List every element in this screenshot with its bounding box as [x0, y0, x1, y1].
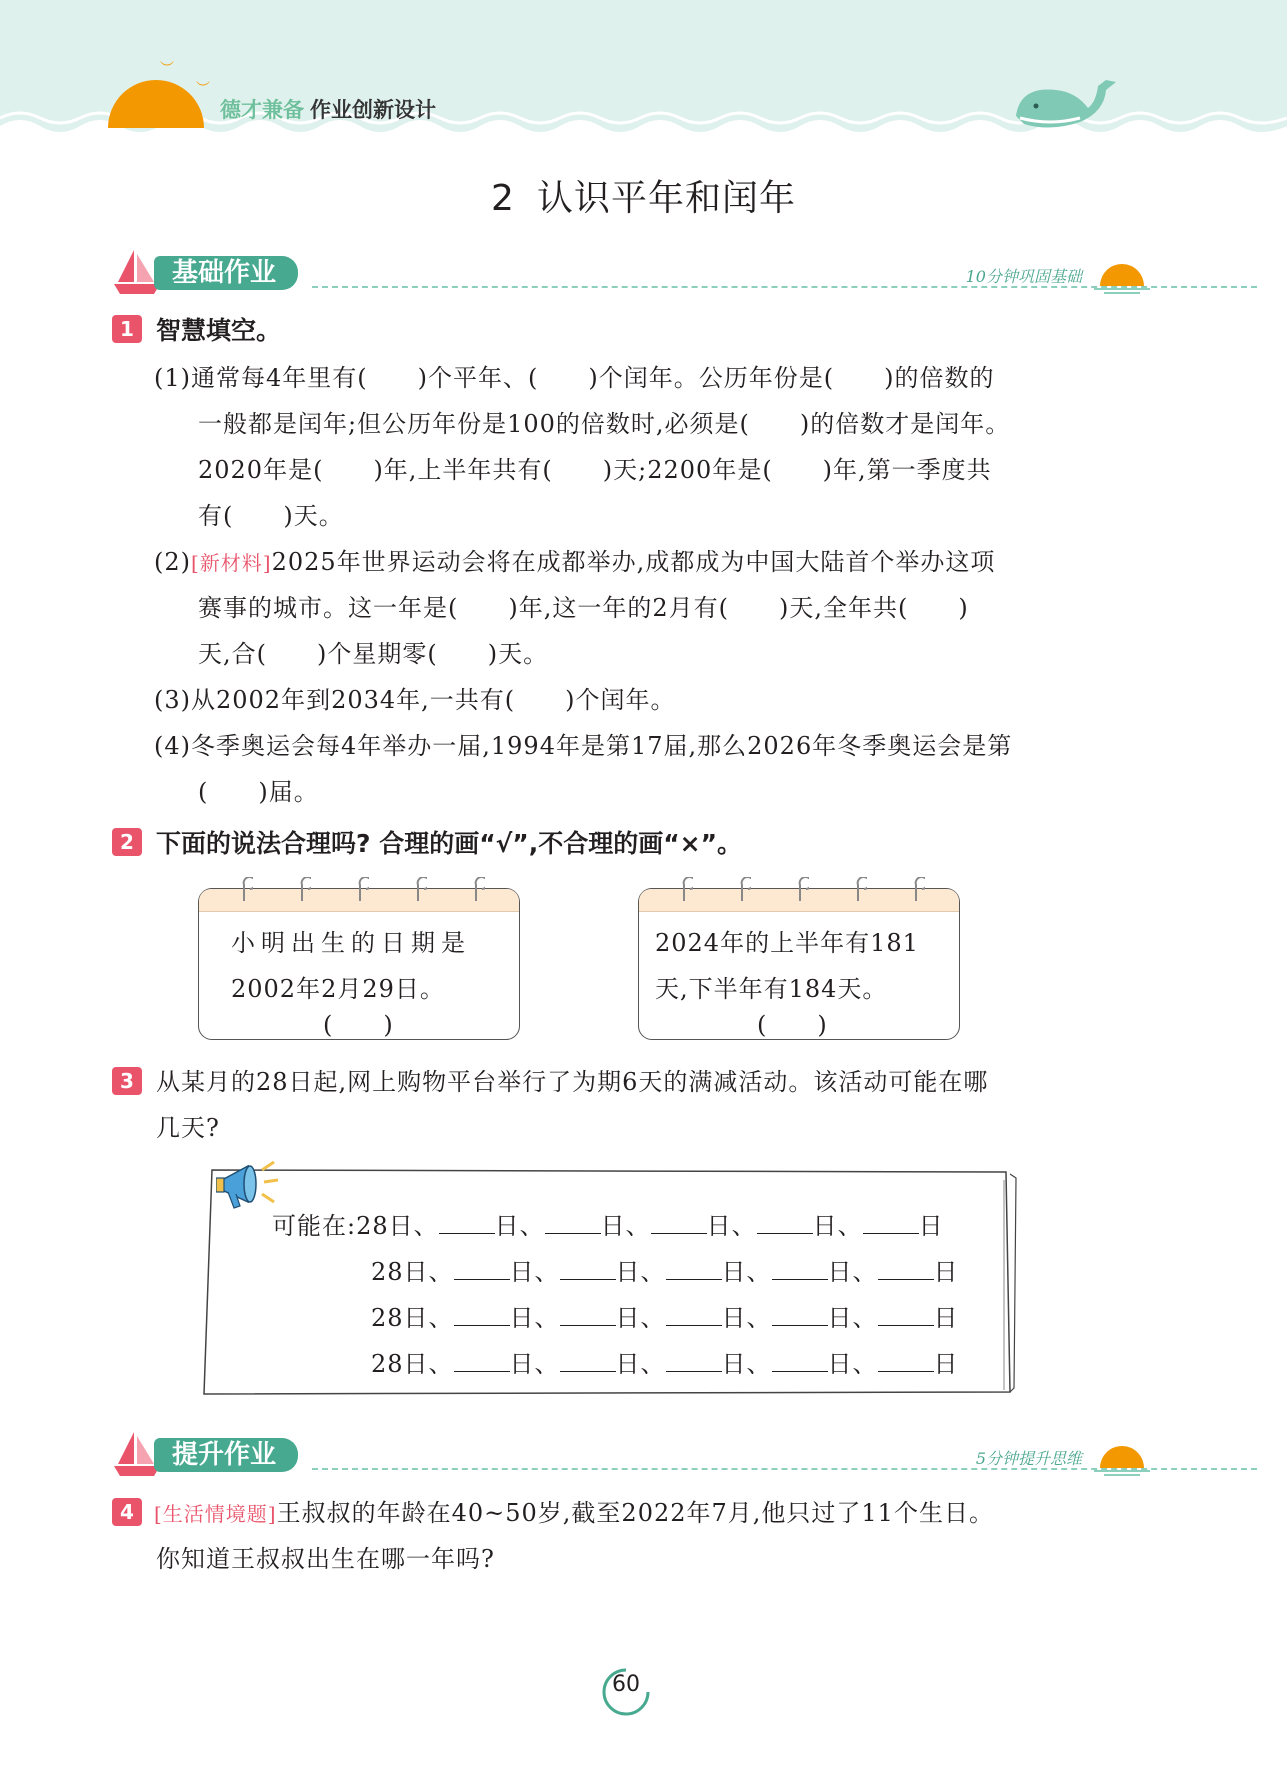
statement-card	[638, 888, 960, 1040]
answer-blank[interactable]: ( )	[323, 1011, 394, 1039]
sunset-icon	[1092, 256, 1152, 296]
sunset-icon	[1092, 1438, 1152, 1478]
answer-blank[interactable]: ( )	[757, 1011, 828, 1039]
q4-line2: 你知道王叔叔出生在哪一年吗?	[156, 1545, 495, 1573]
life-context-tag: [生活情境题]	[154, 1502, 277, 1526]
day-blank[interactable]	[772, 1353, 828, 1372]
question-number: 3	[112, 1067, 142, 1095]
day-blank[interactable]	[560, 1307, 616, 1326]
card1-line2: 2002年2月29日。	[231, 975, 445, 1003]
day-blank[interactable]	[651, 1215, 707, 1234]
start-day: 28日	[371, 1258, 429, 1286]
statement-card	[198, 888, 520, 1040]
q1-part4-line2: ( )届。	[198, 778, 319, 806]
whale-icon	[1010, 72, 1118, 132]
q1-part2-line2: 赛事的城市。这一年是( )年,这一年的2月有( )天,全年共( )	[198, 594, 969, 622]
q3-line2: 几天?	[156, 1114, 220, 1142]
q1-part4-line1: (4)冬季奥运会每4年举办一届,1994年是第17届,那么2026年冬季奥运会是第	[154, 732, 1013, 760]
section-advanced-note: 5分钟提升思维	[975, 1449, 1082, 1468]
day-blank[interactable]	[863, 1215, 919, 1234]
day-blank[interactable]	[878, 1307, 934, 1326]
ring-icon	[791, 877, 809, 903]
card1-line1: 小明出生的日期是	[231, 929, 471, 957]
lesson-title-text: 认识平年和闰年	[536, 178, 796, 219]
q1-part2-prefix: (2)	[154, 548, 191, 576]
q1-part1-line2: 一般都是闰年;但公历年份是100的倍数时,必须是( )的倍数才是闰年。	[198, 410, 1011, 438]
possible-days-row: 可能在:28日、 日、 日、 日、 日、 日	[272, 1212, 944, 1240]
day-blank[interactable]	[454, 1307, 510, 1326]
q1-part1-line4: 有( )天。	[198, 502, 344, 530]
ring-icon	[675, 877, 693, 903]
question-heading: 下面的说法合理吗? 合理的画“√”,不合理的画“×”。	[156, 829, 743, 858]
lesson-number: 2	[491, 178, 515, 219]
q1-part2-line1	[154, 542, 995, 577]
day-blank[interactable]	[666, 1353, 722, 1372]
ring-icon	[351, 877, 369, 903]
day-blank[interactable]	[545, 1215, 601, 1234]
section-basic-header	[112, 246, 1152, 296]
bird-icon: ︶	[196, 81, 210, 97]
ring-icon	[907, 877, 925, 903]
q1-part1-line3: 2020年是( )年,上半年共有( )天;2200年是( )年,第一季度共	[198, 456, 992, 484]
ring-icon	[409, 877, 427, 903]
day-blank[interactable]	[454, 1353, 510, 1372]
possible-days-row: 28日、 日、 日、 日、 日、 日	[371, 1304, 959, 1332]
day-blank[interactable]	[454, 1261, 510, 1280]
day-blank[interactable]	[666, 1307, 722, 1326]
q4-line1	[154, 1493, 994, 1528]
day-blank[interactable]	[878, 1353, 934, 1372]
ring-icon	[235, 877, 253, 903]
q1-part1-line1: (1)通常每4年里有( )个平年、( )个闰年。公历年份是( )的倍数的	[154, 364, 995, 392]
day-blank[interactable]	[772, 1307, 828, 1326]
day-blank[interactable]	[560, 1353, 616, 1372]
ring-icon	[849, 877, 867, 903]
start-day: 28日	[371, 1304, 429, 1332]
day-blank[interactable]	[560, 1261, 616, 1280]
page-number: 60	[612, 1672, 640, 1697]
section-advanced-label: 提升作业	[154, 1438, 298, 1472]
question-number: 4	[112, 1498, 142, 1526]
sun-icon	[106, 70, 206, 130]
day-blank[interactable]	[757, 1215, 813, 1234]
lesson-title	[0, 170, 1287, 221]
q3-line1: 从某月的28日起,网上购物平台举行了为期6天的满减活动。该活动可能在哪	[156, 1068, 989, 1096]
q1-part2-text: 2025年世界运动会将在成都举办,成都成为中国大陆首个举办这项	[271, 548, 996, 576]
question-heading: 智慧填空。	[156, 316, 282, 345]
possible-label: 可能在:	[272, 1212, 357, 1240]
section-advanced-header	[112, 1428, 1152, 1478]
card2-line2: 天,下半年有184天。	[655, 975, 888, 1003]
day-blank[interactable]	[439, 1215, 495, 1234]
ring-icon	[733, 877, 751, 903]
new-material-tag: [新材料]	[191, 551, 272, 575]
day-blank[interactable]	[666, 1261, 722, 1280]
question-number: 2	[112, 828, 142, 856]
section-basic-label: 基础作业	[154, 256, 298, 290]
start-day: 28日	[371, 1350, 429, 1378]
start-day: 28日	[356, 1212, 414, 1240]
bird-icon: ︶	[160, 61, 174, 77]
possible-days-row: 28日、 日、 日、 日、 日、 日	[371, 1350, 959, 1378]
series-name-b: 作业创新设计	[310, 98, 436, 122]
ring-icon	[293, 877, 311, 903]
page-header	[0, 0, 1287, 150]
q1-part2-line3: 天,合( )个星期零( )天。	[198, 640, 549, 668]
possible-days-row: 28日、 日、 日、 日、 日、 日	[371, 1258, 959, 1286]
q4-text: 王叔叔的年龄在40~50岁,截至2022年7月,他只过了11个生日。	[276, 1499, 994, 1527]
series-title	[220, 94, 436, 124]
series-name-a: 德才兼备	[220, 98, 304, 122]
day-blank[interactable]	[772, 1261, 828, 1280]
q1-part3: (3)从2002年到2034年,一共有( )个闰年。	[154, 686, 676, 714]
card2-line1: 2024年的上半年有181	[655, 929, 919, 957]
question-number: 1	[112, 315, 142, 343]
day-blank[interactable]	[878, 1261, 934, 1280]
ring-icon	[467, 877, 485, 903]
section-basic-note: 10分钟巩固基础	[965, 267, 1082, 286]
